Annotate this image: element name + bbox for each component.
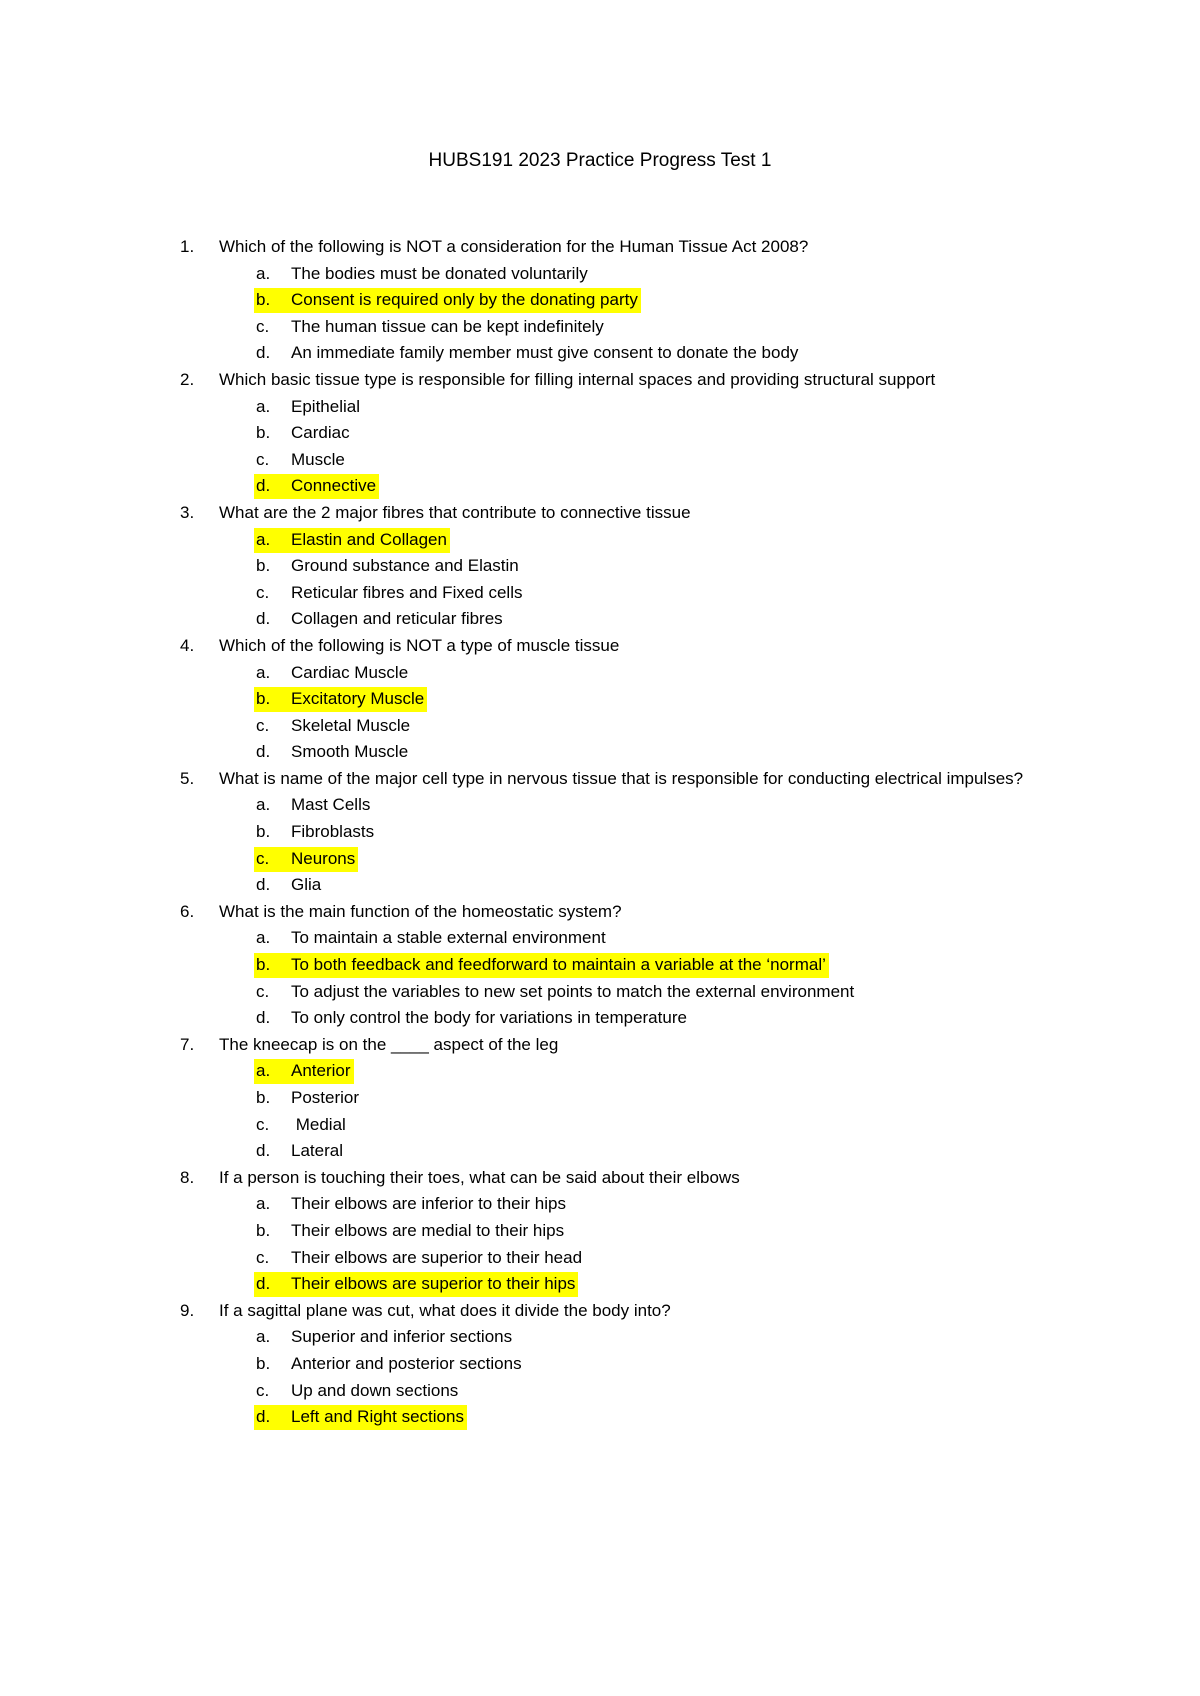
option-letter: b.: [256, 290, 271, 310]
option-text: Elastin and Collagen: [291, 529, 447, 549]
question-row: [180, 633, 1040, 660]
option-letter: a.: [256, 795, 271, 815]
answer-option: [180, 1245, 1040, 1272]
question-text: The kneecap is on the ____ aspect of the leg: [219, 1034, 559, 1054]
question-text: Which of the following is NOT a type of muscle tissue: [219, 635, 620, 655]
question-number: 8.: [180, 1167, 195, 1187]
option-letter: d.: [256, 875, 271, 895]
option-letter: d.: [256, 1407, 271, 1427]
option-text: Connective: [291, 476, 377, 496]
question-number: 1.: [180, 237, 195, 256]
question-item: [180, 766, 1040, 899]
question-number: 3.: [180, 502, 195, 522]
option-text: Cardiac: [291, 423, 350, 443]
option-letter: b.: [256, 1220, 271, 1240]
question-text: What are the 2 major fibres that contribute to connective tissue: [219, 502, 691, 522]
answer-option: [180, 553, 1040, 580]
answer-option-highlighted: [180, 1404, 1040, 1431]
option-letter: d.: [256, 1274, 271, 1294]
question-item: [180, 633, 1040, 766]
question-row: [180, 899, 1040, 926]
option-letter: c.: [256, 316, 270, 336]
option-letter: d.: [256, 742, 271, 762]
question-text: Which of the following is NOT a consideration for the Human Tissue Act 2008?: [219, 237, 809, 256]
answer-option-highlighted: [180, 686, 1040, 713]
question-text: What is name of the major cell type in nervous tissue that is responsible for conducting electrical impulses?: [219, 768, 1024, 788]
option-list: [180, 261, 1040, 367]
option-text: Posterior: [291, 1088, 360, 1107]
answer-option: [180, 340, 1040, 367]
option-letter: a.: [256, 928, 271, 948]
option-text: Cardiac Muscle: [291, 662, 409, 682]
answer-option-highlighted: [180, 473, 1040, 500]
option-letter: b.: [256, 822, 271, 842]
option-list: [180, 660, 1040, 766]
option-text: To maintain a stable external environment: [291, 928, 606, 948]
option-letter: d.: [256, 1008, 271, 1028]
option-text: Anterior and posterior sections: [291, 1353, 522, 1373]
answer-option: [180, 792, 1040, 819]
answer-option-highlighted: [180, 287, 1040, 314]
option-text: Ground substance and Elastin: [291, 556, 519, 576]
answer-option: [180, 979, 1040, 1006]
option-text: Smooth Muscle: [291, 742, 409, 762]
option-text: To adjust the variables to new set points to match the external environment: [291, 981, 855, 1001]
answer-option: [180, 739, 1040, 766]
answer-option: [180, 394, 1040, 421]
question-list: [180, 234, 1040, 1431]
option-letter: a.: [256, 396, 271, 416]
option-list: [180, 1324, 1040, 1430]
option-text: Collagen and reticular fibres: [291, 609, 503, 629]
answer-option: [180, 1191, 1040, 1218]
answer-option-highlighted: [180, 527, 1040, 554]
answer-option: [180, 660, 1040, 687]
document-title: HUBS191 2023 Practice Progress Test 1: [428, 150, 772, 171]
question-number: 2.: [180, 369, 195, 389]
option-text: Left and Right sections: [291, 1407, 464, 1427]
question-number: 9.: [180, 1300, 195, 1320]
option-text: The bodies must be donated voluntarily: [291, 263, 588, 283]
answer-option-highlighted: [180, 846, 1040, 873]
answer-option: [180, 420, 1040, 447]
option-letter: c.: [256, 582, 270, 602]
question-number: 7.: [180, 1034, 195, 1054]
question-number: 4.: [180, 635, 195, 655]
question-text: What is the main function of the homeostatic system?: [219, 901, 622, 921]
option-text: Reticular fibres and Fixed cells: [291, 582, 523, 602]
question-row: [180, 500, 1040, 527]
question-row: [180, 1298, 1040, 1325]
answer-option: [180, 1324, 1040, 1351]
option-text: Mast Cells: [291, 795, 371, 815]
answer-option-highlighted: [180, 1271, 1040, 1298]
question-item: [180, 899, 1040, 1032]
option-letter: c.: [256, 981, 270, 1001]
option-text: The human tissue can be kept indefinitely: [291, 316, 604, 336]
answer-option: [180, 261, 1040, 288]
option-text: Their elbows are superior to their head: [291, 1247, 583, 1267]
option-text: To both feedback and feedforward to maintain a variable at the ‘normal’: [291, 955, 826, 975]
option-text: Fibroblasts: [291, 822, 375, 842]
option-text: Consent is required only by the donating party: [291, 290, 638, 310]
question-item: [180, 1165, 1040, 1298]
question-text: If a person is touching their toes, what can be said about their elbows: [219, 1167, 740, 1187]
question-row: [180, 766, 1040, 793]
answer-option: [180, 1351, 1040, 1378]
answer-option: [180, 447, 1040, 474]
option-letter: d.: [256, 343, 271, 363]
option-letter: d.: [256, 609, 271, 629]
option-letter: a.: [256, 529, 271, 549]
question-number: 5.: [180, 768, 195, 788]
answer-option: [180, 925, 1040, 952]
option-text: Lateral: [291, 1141, 343, 1161]
option-list: [180, 1191, 1040, 1297]
answer-option: [180, 580, 1040, 607]
option-text: Superior and inferior sections: [291, 1327, 513, 1347]
question-item: [180, 1298, 1040, 1431]
option-letter: c.: [256, 715, 270, 735]
option-letter: b.: [256, 556, 271, 576]
option-letter: a.: [256, 1061, 271, 1081]
option-letter: d.: [256, 1141, 271, 1161]
question-text: Which basic tissue type is responsible for filling internal spaces and providing structural support: [219, 369, 936, 389]
option-letter: b.: [256, 1353, 271, 1373]
option-list: [180, 1058, 1040, 1164]
option-text: Neurons: [291, 848, 356, 868]
option-letter: b.: [256, 1088, 271, 1107]
answer-option: [180, 1005, 1040, 1032]
option-letter: b.: [256, 955, 271, 975]
option-list: [180, 792, 1040, 898]
option-text: Medial: [291, 1114, 346, 1134]
option-letter: d.: [256, 476, 271, 496]
question-row: [180, 234, 1040, 261]
answer-option: [180, 872, 1040, 899]
option-letter: c.: [256, 848, 270, 868]
answer-option: [180, 819, 1040, 846]
option-letter: a.: [256, 263, 271, 283]
option-text: Muscle: [291, 449, 345, 469]
option-letter: b.: [256, 423, 271, 443]
option-letter: b.: [256, 689, 271, 709]
option-text: Their elbows are inferior to their hips: [291, 1194, 566, 1214]
option-letter: a.: [256, 1194, 271, 1214]
option-text: To only control the body for variations in temperature: [291, 1008, 687, 1028]
answer-option-highlighted: [180, 1058, 1040, 1085]
option-list: [180, 527, 1040, 633]
option-text: Skeletal Muscle: [291, 715, 411, 735]
option-letter: c.: [256, 1380, 270, 1400]
question-row: [180, 1032, 1040, 1059]
answer-option: [180, 1085, 1040, 1112]
option-text: Excitatory Muscle: [291, 689, 425, 709]
question-row: [180, 367, 1040, 394]
answer-option: [180, 1138, 1040, 1165]
question-text: If a sagittal plane was cut, what does it divide the body into?: [219, 1300, 671, 1320]
option-text: Up and down sections: [291, 1380, 459, 1400]
option-text: Their elbows are medial to their hips: [291, 1220, 565, 1240]
question-item: [180, 367, 1040, 500]
question-item: [180, 500, 1040, 633]
option-letter: a.: [256, 662, 271, 682]
question-item: [180, 234, 1040, 367]
option-letter: a.: [256, 1327, 271, 1347]
answer-option: [180, 1218, 1040, 1245]
option-text: An immediate family member must give consent to donate the body: [291, 343, 799, 363]
question-row: [180, 1165, 1040, 1192]
option-letter: c.: [256, 1247, 270, 1267]
option-letter: c.: [256, 449, 270, 469]
option-list: [180, 394, 1040, 500]
option-text: Glia: [291, 875, 322, 895]
question-item: [180, 1032, 1040, 1165]
answer-option: [180, 314, 1040, 341]
answer-option: [180, 606, 1040, 633]
option-letter: c.: [256, 1114, 270, 1134]
option-text: Their elbows are superior to their hips: [291, 1274, 576, 1294]
option-text: Anterior: [291, 1061, 351, 1081]
option-text: Epithelial: [291, 396, 360, 416]
option-list: [180, 925, 1040, 1031]
answer-option: [180, 713, 1040, 740]
answer-option-highlighted: [180, 952, 1040, 979]
question-number: 6.: [180, 901, 195, 921]
answer-option: [180, 1378, 1040, 1405]
answer-option: [180, 1112, 1040, 1139]
